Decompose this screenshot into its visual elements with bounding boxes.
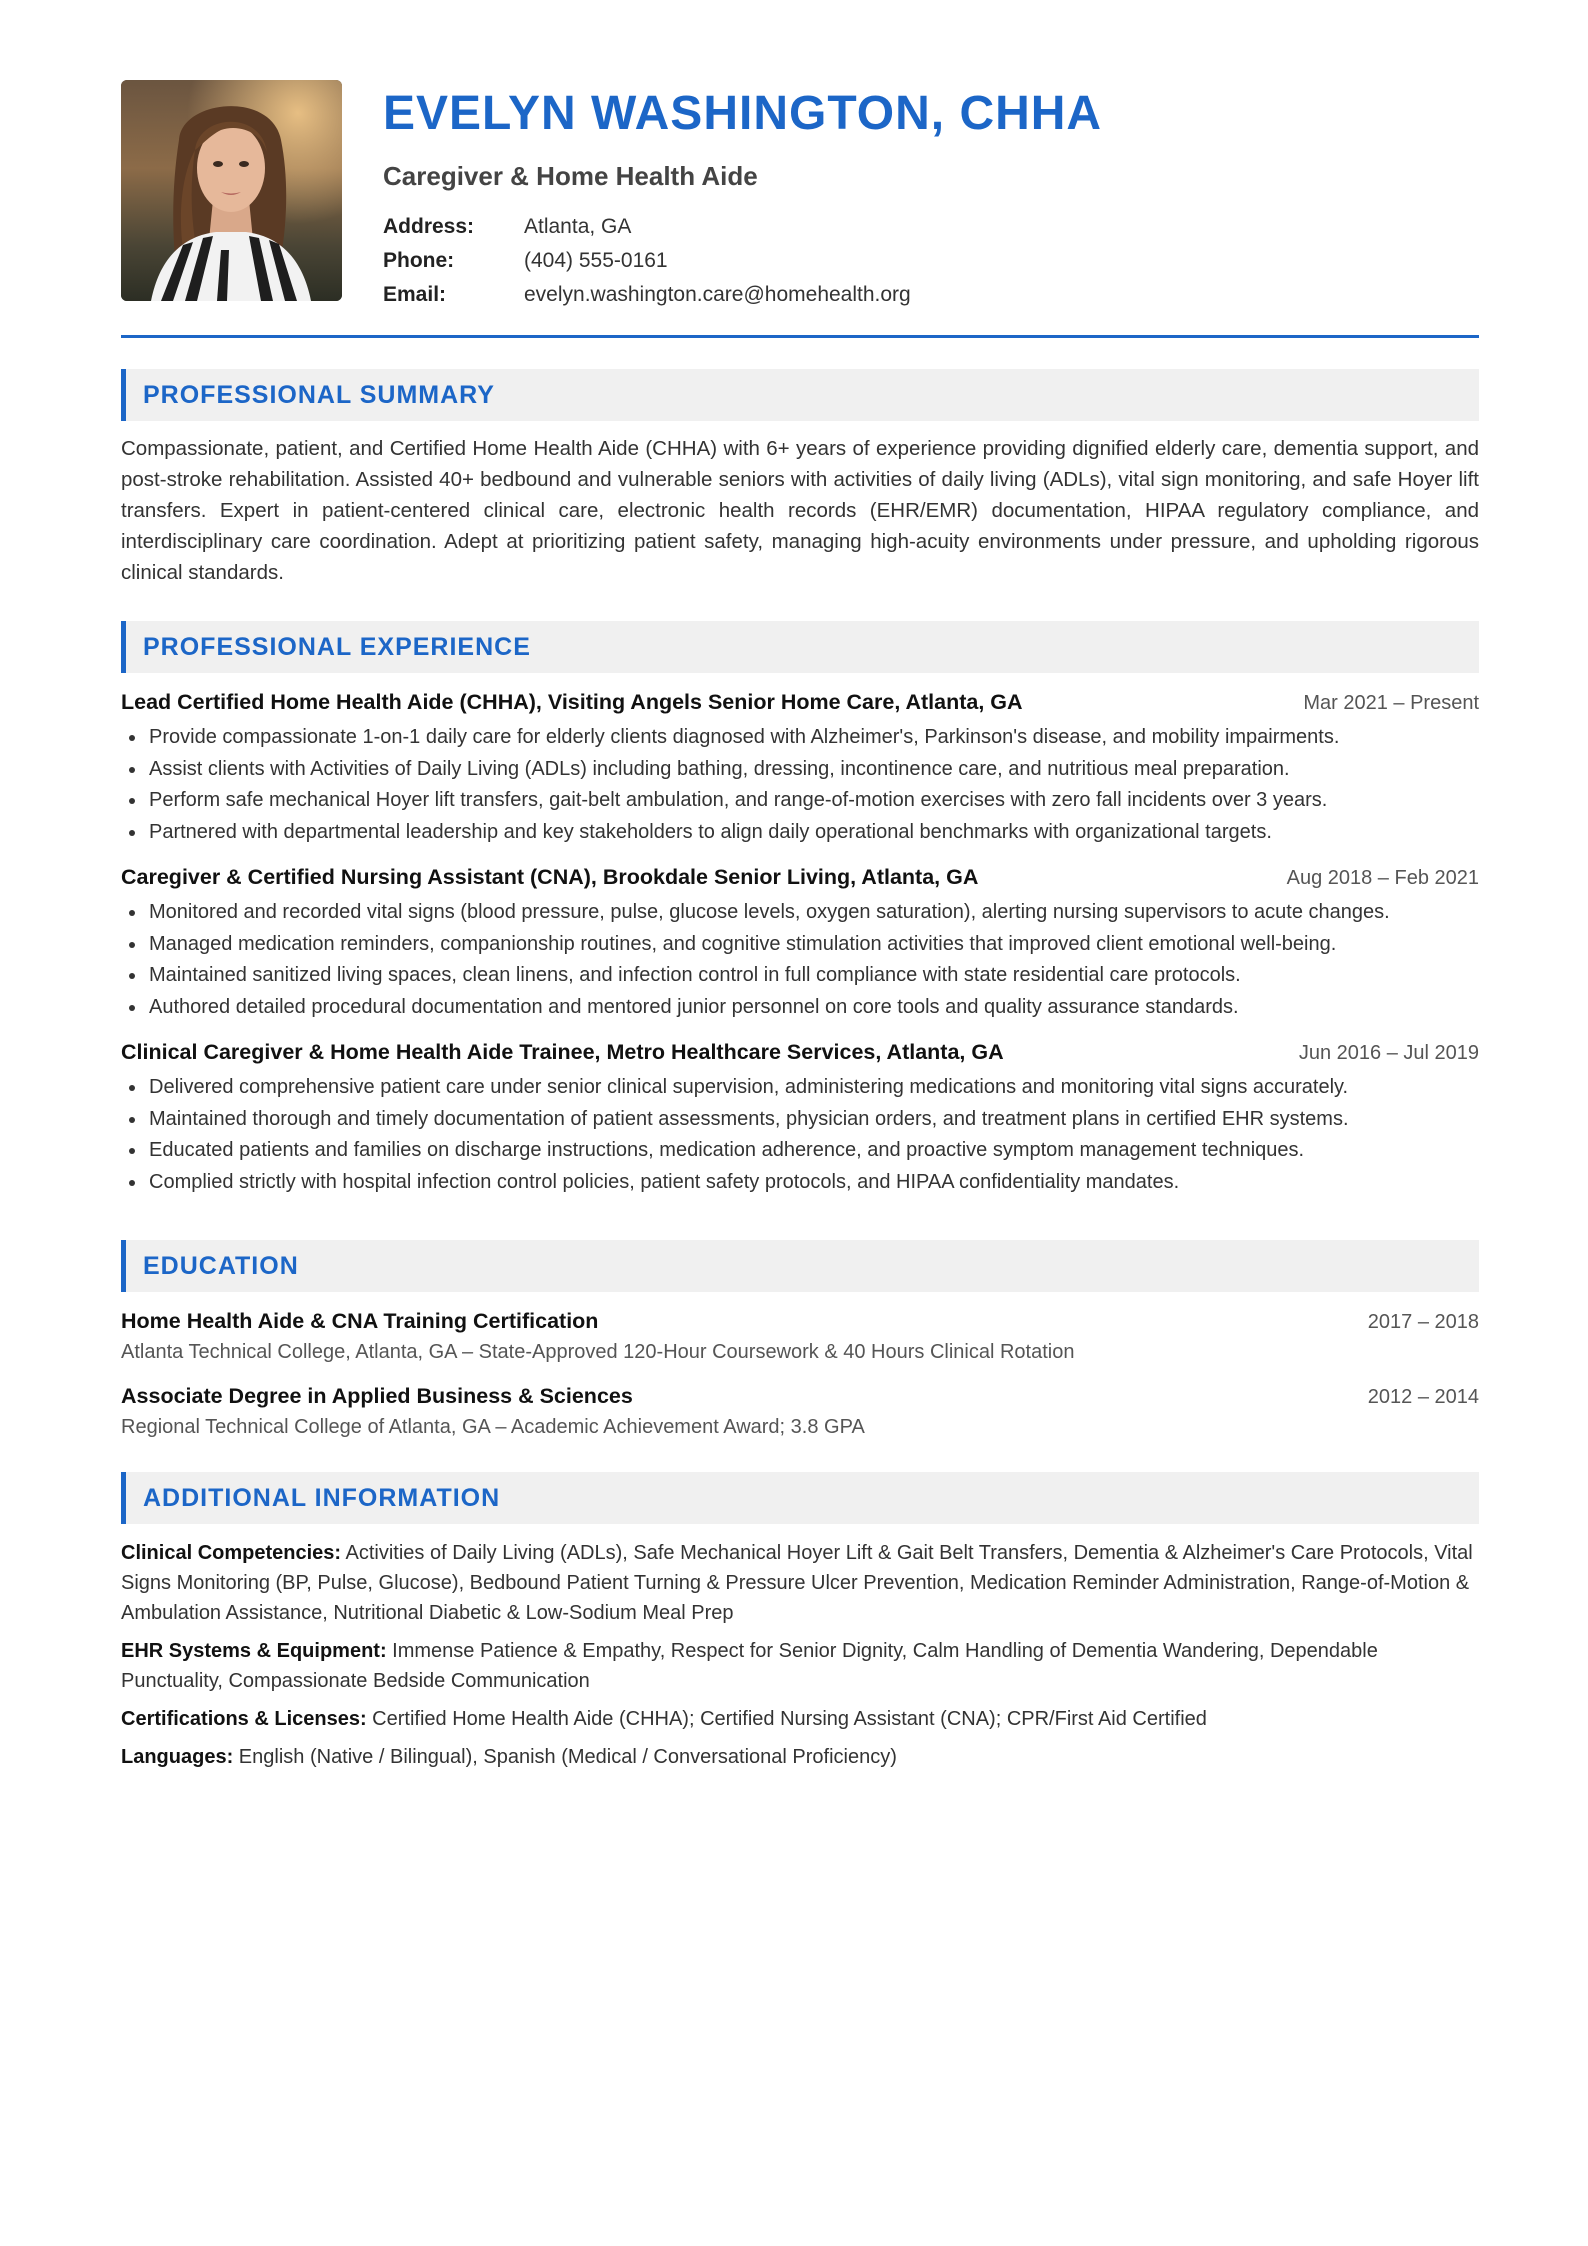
job-title: Caregiver & Certified Nursing Assistant (CNA), Brookdale Senior Living, Atlanta, GA xyxy=(121,865,979,889)
contact-label: Email: xyxy=(383,283,447,306)
job-bullet: Authored detailed procedural documentation and mentored junior personnel on core tools and quality assurance standards. xyxy=(121,992,1479,1024)
info-text: English (Native / Bilingual), Spanish (Medical / Conversational Proficiency) xyxy=(233,1746,897,1768)
section-heading-additional xyxy=(121,1472,1479,1524)
section-title: ADDITIONAL INFORMATION xyxy=(143,1484,501,1512)
profile-photo xyxy=(121,80,342,301)
info-competencies xyxy=(121,1538,1479,1628)
job-bullet: Assist clients with Activities of Daily Living (ADLs) including bathing, dressing, incontinence care, and nutritious meal preparation. xyxy=(121,754,1479,786)
contact-label: Phone: xyxy=(383,249,455,272)
resume-page xyxy=(121,80,1479,1780)
contact-email xyxy=(383,278,1479,312)
job-title: Lead Certified Home Health Aide (CHHA), Visiting Angels Senior Home Care, Atlanta, GA xyxy=(121,690,1023,714)
info-text: Activities of Daily Living (ADLs), Safe Mechanical Hoyer Lift & Gait Belt Transfers, Dementia & Alzheimer's Care Protocols, Vital Signs Monitoring (BP, Pulse, Glucose), Bedbound Patient Turning & Pressure Ulcer Prevention, Medication Reminder Administration, Range-of-Motion & Ambulation Assistance, Nutritional Diabetic & Low-Sodium Meal Prep xyxy=(121,1542,1473,1624)
job-bullet: Monitored and recorded vital signs (blood pressure, pulse, glucose levels, oxygen saturation), alerting nursing supervisors to acute changes. xyxy=(121,897,1479,929)
info-text: Immense Patience & Empathy, Respect for Senior Dignity, Calm Handling of Dementia Wandering, Dependable Punctuality, Compassionate Bedside Communication xyxy=(121,1640,1378,1692)
info-languages xyxy=(121,1742,1479,1772)
job-bullet: Educated patients and families on discharge instructions, medication adherence, and proactive symptom management techniques. xyxy=(121,1135,1479,1167)
job-bullet: Complied strictly with hospital infection control policies, patient safety protocols, and HIPAA confidentiality mandates. xyxy=(121,1167,1479,1199)
contact-value: Atlanta, GA xyxy=(524,215,632,238)
job-title: Clinical Caregiver & Home Health Aide Trainee, Metro Healthcare Services, Atlanta, GA xyxy=(121,1040,1004,1064)
job-bullet: Managed medication reminders, companionship routines, and cognitive stimulation activities that improved client emotional well-being. xyxy=(121,929,1479,961)
section-heading-experience xyxy=(121,621,1479,673)
portrait-illustration xyxy=(121,80,342,301)
job-bullets xyxy=(121,1072,1479,1198)
job-bullets xyxy=(121,897,1479,1023)
contact-phone xyxy=(383,244,1479,278)
contact-block xyxy=(383,210,1479,312)
job-entry xyxy=(121,687,1479,848)
job-date: Aug 2018 – Feb 2021 xyxy=(1286,867,1479,889)
section-title: PROFESSIONAL EXPERIENCE xyxy=(143,633,531,661)
job-date: Jun 2016 – Jul 2019 xyxy=(1298,1042,1479,1064)
job-bullet: Provide compassionate 1-on-1 daily care for elderly clients diagnosed with Alzheimer's, Parkinson's disease, and mobility impairments. xyxy=(121,722,1479,754)
section-heading-education xyxy=(121,1240,1479,1292)
header-text xyxy=(383,80,1479,312)
info-label: Languages: xyxy=(121,1746,234,1768)
education-date: 2012 – 2014 xyxy=(1367,1386,1479,1408)
info-text: Certified Home Health Aide (CHHA); Certified Nursing Assistant (CNA); CPR/First Aid Certified xyxy=(366,1708,1207,1730)
additional-info xyxy=(121,1538,1479,1772)
job-bullets xyxy=(121,722,1479,848)
education-detail: Regional Technical College of Atlanta, GA – Academic Achievement Award; 3.8 GPA xyxy=(121,1416,865,1438)
job-bullet: Maintained sanitized living spaces, clean linens, and infection control in full compliance with state residential care protocols. xyxy=(121,960,1479,992)
contact-address xyxy=(383,210,1479,244)
education-entry xyxy=(121,1306,1479,1367)
job-entry xyxy=(121,862,1479,1023)
job-header xyxy=(121,862,1479,893)
contact-value: evelyn.washington.care@homehealth.org xyxy=(524,283,911,306)
education-header xyxy=(121,1381,1479,1412)
job-entry xyxy=(121,1037,1479,1198)
section-heading-summary xyxy=(121,369,1479,421)
job-header xyxy=(121,1037,1479,1068)
contact-label: Address: xyxy=(383,215,475,238)
education-date: 2017 – 2018 xyxy=(1367,1311,1479,1333)
info-label: EHR Systems & Equipment: xyxy=(121,1640,387,1662)
header-divider xyxy=(121,335,1479,338)
section-title: PROFESSIONAL SUMMARY xyxy=(143,381,495,409)
info-certifications xyxy=(121,1704,1479,1734)
resume-header xyxy=(121,80,1479,336)
candidate-name: EVELYN WASHINGTON, CHHA xyxy=(383,87,1103,140)
candidate-role: Caregiver & Home Health Aide xyxy=(383,161,758,191)
contact-value: (404) 555-0161 xyxy=(524,249,668,272)
job-date: Mar 2021 – Present xyxy=(1303,692,1479,714)
summary-text: Compassionate, patient, and Certified Home Health Aide (CHHA) with 6+ years of experience providing dignified elderly care, dementia support, and post-stroke rehabilitation. Assisted 40+ bedbound and vulnerable seniors with activities of daily living (ADLs), vital sign monitoring, and safe Hoyer lift transfers. Expert in patient-centered clinical care, electronic health records (EHR/EMR) documentation, HIPAA regulatory compliance, and interdisciplinary care coordination. Adept at prioritizing patient safety, managing high-acuity environments under pressure, and upholding rigorous clinical standards. xyxy=(121,437,1479,584)
info-label: Certifications & Licenses: xyxy=(121,1708,367,1730)
education-title: Home Health Aide & CNA Training Certification xyxy=(121,1309,599,1333)
education-header xyxy=(121,1306,1479,1337)
education-detail: Atlanta Technical College, Atlanta, GA – State-Approved 120-Hour Coursework & 40 Hours Clinical Rotation xyxy=(121,1341,1075,1363)
job-bullet: Partnered with departmental leadership and key stakeholders to align daily operational benchmarks with organizational targets. xyxy=(121,817,1479,849)
info-label: Clinical Competencies: xyxy=(121,1542,342,1564)
job-header xyxy=(121,687,1479,718)
info-ehr xyxy=(121,1636,1479,1696)
job-bullet: Perform safe mechanical Hoyer lift transfers, gait-belt ambulation, and range-of-motion exercises with zero fall incidents over 3 years. xyxy=(121,785,1479,817)
job-bullet: Delivered comprehensive patient care under senior clinical supervision, administering medications and monitoring vital signs accurately. xyxy=(121,1072,1479,1104)
education-entry xyxy=(121,1381,1479,1442)
section-title: EDUCATION xyxy=(143,1252,299,1280)
education-title: Associate Degree in Applied Business & Sciences xyxy=(121,1384,633,1408)
job-bullet: Maintained thorough and timely documentation of patient assessments, physician orders, and treatment plans in certified EHR systems. xyxy=(121,1104,1479,1136)
